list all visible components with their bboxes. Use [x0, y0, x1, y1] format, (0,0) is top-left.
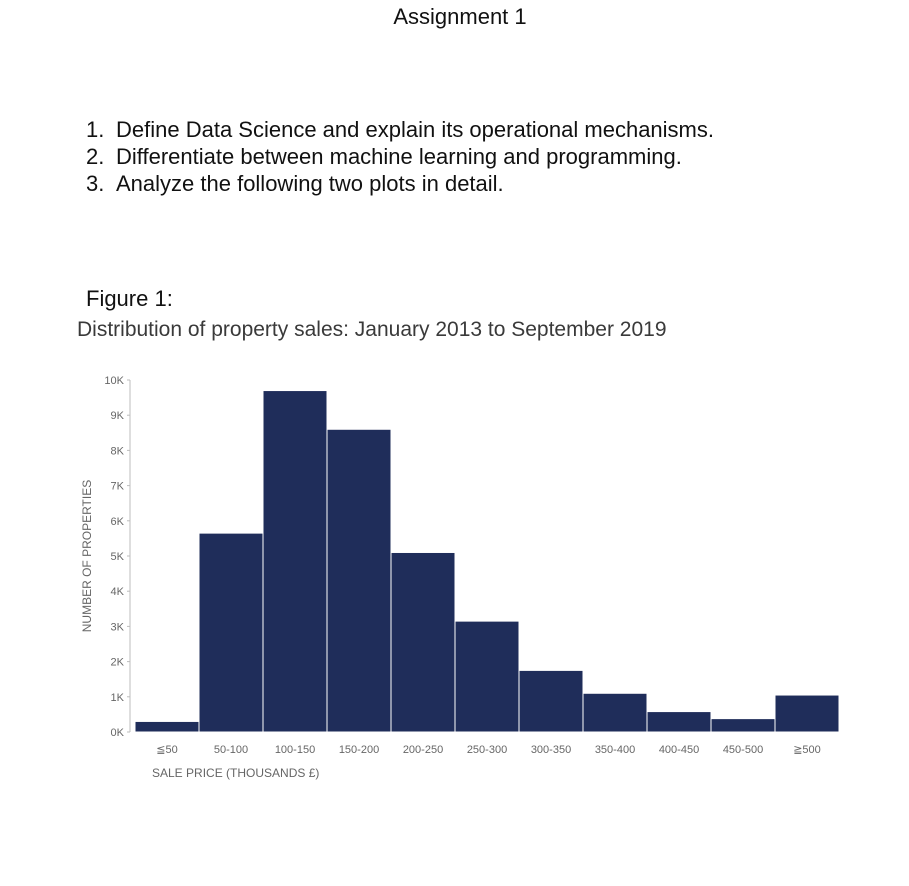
- y-axis-title: NUMBER OF PROPERTIES: [80, 479, 94, 633]
- y-tick-label: 0K: [110, 727, 124, 739]
- bar-3: [327, 429, 391, 732]
- bar-8: [647, 712, 711, 732]
- bar-4: [391, 552, 455, 732]
- bar-6: [519, 670, 583, 732]
- chart-title: Distribution of property sales: January 2013 to September 2019: [77, 318, 667, 341]
- x-axis-title: SALE PRICE (THOUSANDS £): [152, 766, 320, 780]
- y-tick-label: 9K: [110, 410, 124, 423]
- document-title: Assignment 1: [393, 4, 527, 29]
- x-tick-label: 250-300: [466, 744, 508, 756]
- y-tick-label: 5K: [110, 551, 124, 563]
- y-tick-label: 10K: [104, 375, 124, 387]
- x-tick-label: 200-250: [402, 744, 444, 756]
- x-tick-label: 400-450: [658, 744, 700, 756]
- question-list: [86, 116, 714, 197]
- y-tick-label: 3K: [110, 621, 124, 634]
- bars: [135, 391, 839, 732]
- bar-2: [263, 391, 327, 732]
- x-tick-label: 100-150: [274, 744, 316, 756]
- y-tick-label: 1K: [110, 691, 124, 704]
- question-item: [86, 143, 714, 170]
- y-tick-label: 8K: [110, 445, 124, 458]
- x-tick-label: ≧500: [793, 744, 821, 756]
- x-axis: [156, 744, 821, 756]
- bar-10: [775, 695, 839, 732]
- question-number: 2.: [86, 144, 105, 169]
- bar-9: [711, 719, 775, 732]
- y-tick-label: 6K: [110, 515, 124, 528]
- y-tick-label: 7K: [110, 480, 124, 493]
- x-tick-label: 450-500: [722, 744, 764, 756]
- question-number: 3.: [86, 171, 105, 196]
- x-tick-label: ≦50: [156, 744, 178, 756]
- bar-1: [199, 533, 263, 732]
- question-item: [86, 170, 714, 197]
- question-text: Define Data Science and explain its operational mechanisms.: [116, 117, 714, 142]
- x-tick-label: 350-400: [594, 744, 636, 756]
- question-text: Analyze the following two plots in detail.: [116, 171, 504, 196]
- x-tick-label: 300-350: [530, 744, 572, 756]
- y-axis: [104, 375, 130, 739]
- question-number: 1.: [86, 117, 105, 142]
- question-item: [86, 116, 714, 143]
- bar-0: [135, 721, 199, 732]
- y-tick-label: 2K: [110, 656, 124, 669]
- bar-7: [583, 693, 647, 732]
- y-tick-label: 4K: [110, 586, 124, 599]
- figure-label: Figure 1:: [86, 286, 173, 311]
- x-tick-label: 50-100: [213, 744, 249, 756]
- question-text: Differentiate between machine learning and programming.: [116, 144, 682, 169]
- x-tick-label: 150-200: [338, 744, 380, 756]
- histogram-chart: [0, 360, 909, 800]
- bar-5: [455, 621, 519, 732]
